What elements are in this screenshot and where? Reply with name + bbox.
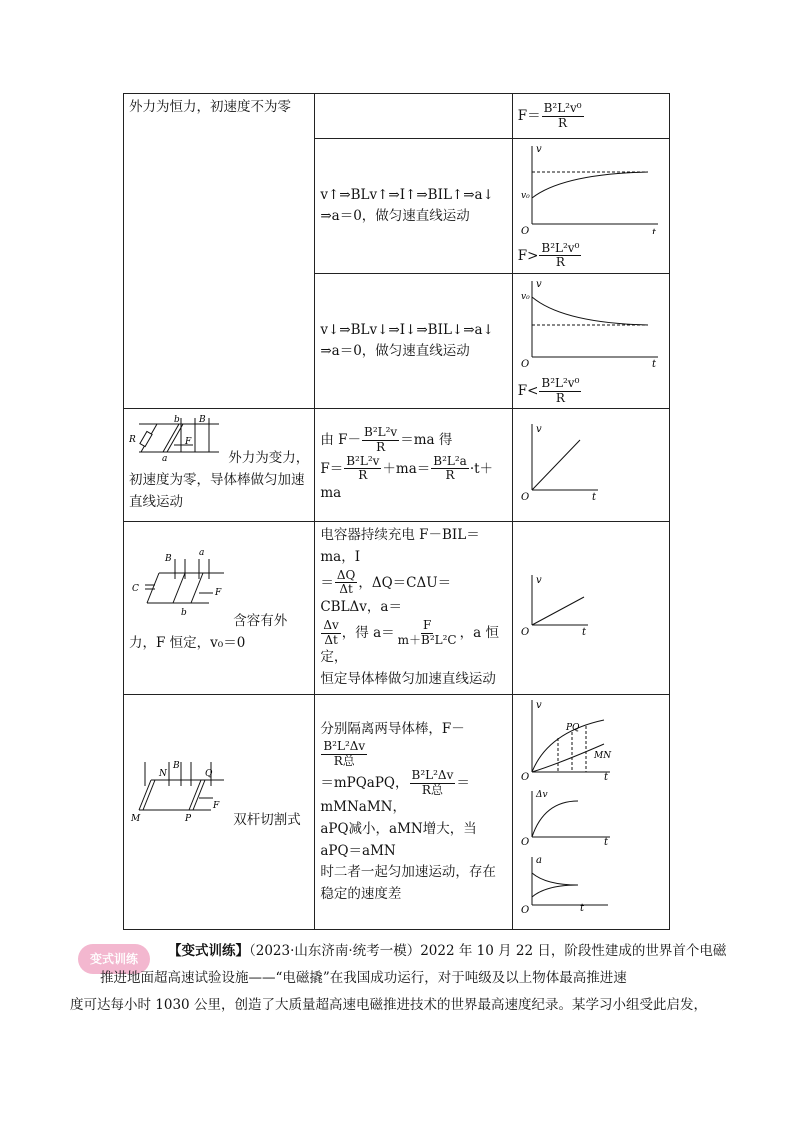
force-cell	[512, 94, 669, 139]
axis-label-v: v	[535, 424, 542, 436]
v-t-graph-capacitor	[518, 545, 663, 655]
label-B: B	[199, 415, 206, 426]
fraction	[410, 769, 456, 798]
graph-cell-double-rod	[512, 694, 669, 930]
analysis-line: v↓⇒BLv↓⇒I↓⇒BIL↓⇒a↓	[320, 321, 494, 338]
label-a: a	[162, 454, 168, 463]
axis-label-a: a	[535, 854, 542, 866]
fraction	[539, 242, 581, 271]
graph-cell-capacitor	[512, 522, 669, 694]
origin-label: O	[520, 226, 529, 234]
graph-cell-linear	[512, 409, 669, 522]
fraction-den: Δt	[324, 632, 338, 647]
analysis-line	[320, 769, 506, 819]
fraction-num: Δv	[323, 617, 339, 632]
para-line-1	[70, 938, 734, 965]
eq-part: ＝mPQaPQ，	[320, 774, 409, 791]
fraction-den: R	[558, 115, 568, 130]
para-line-3: 度可达每小时 1030 公里，创造了大质量超高速电磁推进技术的世界最高速度纪录。某学习小组受此启发，	[70, 997, 707, 1013]
eq-part: F＝	[320, 460, 344, 477]
origin-label: O	[520, 837, 529, 846]
equation-1	[320, 426, 506, 455]
eq-part: ·t＋ma	[320, 460, 494, 502]
fraction-den: R	[555, 390, 565, 405]
axis-label-t: t	[603, 837, 608, 846]
analysis-cell-variable-force	[315, 409, 512, 522]
axis-label-v: v	[535, 279, 542, 291]
eq-part: ，ΔQ＝CΔU＝CBLΔv，a＝	[320, 574, 452, 616]
curve	[532, 801, 578, 837]
v-t-graph-linear	[518, 412, 663, 507]
fraction-den: R	[555, 255, 565, 270]
fraction-den: R	[445, 468, 455, 483]
eq-part: ，a 恒定，	[320, 624, 499, 666]
label-b: b	[181, 608, 187, 619]
graph-cell-increasing	[512, 139, 669, 274]
empty-cell	[315, 94, 512, 139]
rail-diagram-capacitor	[129, 545, 229, 625]
fraction-num: B²L²Δv	[323, 739, 366, 754]
axis-label-v: v	[535, 144, 542, 155]
origin-label: O	[520, 359, 529, 370]
analysis-line	[320, 569, 506, 619]
fraction	[542, 102, 584, 131]
label-F: F	[213, 800, 220, 811]
axis-label-t: t	[591, 492, 596, 504]
axis-label-t: t	[651, 359, 656, 370]
analysis-line: 恒定导体棒做匀加速直线运动	[320, 670, 496, 687]
condition-label	[518, 242, 664, 271]
eq-part: ，得 a＝	[341, 624, 395, 641]
case-text: 外力为变力，初速度为零，导体棒做匀加速直线运动	[129, 450, 310, 510]
origin-label: O	[520, 627, 529, 639]
label-F: F	[215, 588, 222, 599]
eq-part: ＝ma 得	[400, 431, 453, 448]
axis-label-v: v	[535, 699, 542, 711]
fraction	[335, 569, 358, 598]
analysis-line: 电容器持续充电 F－BIL＝ma，I	[320, 527, 480, 565]
case-cell-double-rod	[124, 694, 315, 930]
label-C: C	[132, 584, 139, 595]
fraction	[344, 455, 381, 484]
fraction-num: B²L²a	[433, 453, 467, 468]
fraction-num: B²L²v	[346, 453, 380, 468]
case-cell-variable-force	[124, 409, 315, 522]
origin-label: O	[520, 492, 529, 504]
label-P: P	[185, 813, 192, 824]
dv-t-graph	[518, 787, 663, 845]
analysis-line: ⇒a＝0，做匀速直线运动	[320, 343, 470, 360]
fraction-den: Δt	[339, 582, 353, 597]
label-F: F	[185, 437, 192, 448]
analysis-cell-capacitor	[315, 522, 512, 694]
analysis-cell-decreasing	[315, 274, 512, 409]
label-R: R	[129, 435, 136, 446]
rail-diagram-resistor	[129, 412, 224, 462]
knowledge-table	[123, 93, 670, 930]
fraction-den: R总	[421, 782, 443, 797]
condition-label	[518, 377, 664, 406]
exercise-paragraph	[70, 938, 734, 1019]
label-PQ: PQ	[565, 722, 580, 733]
case-text: 含容有外力，F 恒定，v₀＝0	[129, 613, 288, 651]
axis-label-t: t	[581, 627, 586, 639]
axis-label-t: t	[603, 771, 608, 780]
analysis-line: ⇒a＝0，做匀速直线运动	[320, 208, 470, 225]
a-t-graph	[518, 853, 663, 919]
axis-label-t: t	[651, 228, 656, 234]
label-B: B	[173, 760, 180, 771]
curve	[532, 172, 648, 198]
fraction-num: B²L²v	[364, 424, 398, 439]
axis-label-t: t	[579, 902, 584, 914]
analysis-line	[320, 719, 506, 769]
fraction-num: B²L²v⁰	[541, 375, 580, 390]
label-M: M	[131, 813, 141, 824]
curve-decrease	[532, 873, 578, 885]
axis-label-dv: Δv	[535, 790, 548, 801]
label-Q: Q	[205, 768, 213, 779]
analysis-line: aPQ减小，aMN增大，当 aPQ＝aMN	[320, 820, 477, 859]
fraction-den: R	[358, 468, 368, 483]
exercise-badge: 变式训练	[78, 944, 150, 974]
fraction-num: B²L²v⁰	[543, 100, 582, 115]
case-cell-constant-force	[124, 94, 315, 409]
fraction	[321, 740, 367, 769]
analysis-cell-double-rod	[315, 694, 512, 930]
rail-diagram-double-rod	[129, 758, 229, 824]
analysis-line: 时二者一起匀加速运动，存在	[320, 864, 496, 881]
v-t-graph-increasing	[518, 142, 663, 234]
fraction-den: R	[376, 439, 386, 454]
cond-lhs: F>	[517, 247, 539, 264]
v0-label: v₀	[520, 292, 530, 303]
fraction	[396, 619, 459, 648]
analysis-line	[320, 619, 506, 669]
exercise-tag: 【变式训练】	[168, 943, 249, 959]
line	[532, 597, 584, 625]
fraction-den: R总	[333, 753, 355, 768]
analysis-line: v↑⇒BLv↑⇒I↑⇒BIL↑⇒a↓	[320, 186, 494, 203]
label-b: b	[174, 415, 180, 426]
fraction	[362, 426, 399, 455]
fraction	[431, 455, 469, 484]
eq-part: ＋ma＝	[382, 460, 431, 477]
v0-label: v₀	[520, 191, 530, 201]
line	[532, 440, 580, 490]
label-N: N	[159, 768, 167, 779]
fraction	[321, 619, 340, 648]
curve	[532, 297, 648, 325]
fraction-num: ΔQ	[336, 567, 356, 582]
fraction	[539, 377, 581, 406]
eq-part: ＝mMNaMN，	[320, 774, 470, 816]
origin-label: O	[520, 904, 529, 916]
force-lhs: F＝	[517, 107, 541, 124]
label-MN: MN	[593, 750, 611, 761]
eq-part: ＝	[320, 574, 334, 591]
curve-increase	[532, 885, 578, 897]
v-t-graph-double-rod	[518, 698, 663, 780]
para-text: （2023·山东济南·统考一模）2022 年 10 月 22 日，阶段性建成的世界首个电磁	[249, 943, 727, 959]
fraction-num: B²L²v⁰	[541, 240, 580, 255]
fraction-num: F	[422, 617, 432, 632]
label-B: B	[165, 554, 172, 565]
eq-part: 由 F－	[320, 431, 362, 448]
fraction-num: B²L²Δv	[411, 767, 454, 782]
para-line-2: 推进地面超高速试验设施——“电磁撬”在我国成功运行，对于吨级及以上物体最高推进速	[100, 970, 627, 986]
case-cell-capacitor	[124, 522, 315, 694]
eq-part: 分别隔离两导体棒，F－	[320, 720, 465, 737]
origin-label: O	[520, 771, 529, 780]
graph-cell-decreasing	[512, 274, 669, 409]
case-text: 双杆切割式	[233, 811, 301, 828]
label-a: a	[199, 548, 205, 559]
fraction-den: m＋B²L²C	[397, 632, 457, 647]
analysis-line: 稳定的速度差	[320, 885, 402, 902]
v-t-graph-decreasing	[518, 277, 663, 369]
equation-2	[320, 455, 506, 505]
analysis-cell-increasing	[315, 139, 512, 274]
axis-label-v: v	[535, 575, 542, 587]
case-text: 外力为恒力，初速度不为零	[129, 99, 291, 115]
cond-lhs: F<	[517, 382, 539, 399]
